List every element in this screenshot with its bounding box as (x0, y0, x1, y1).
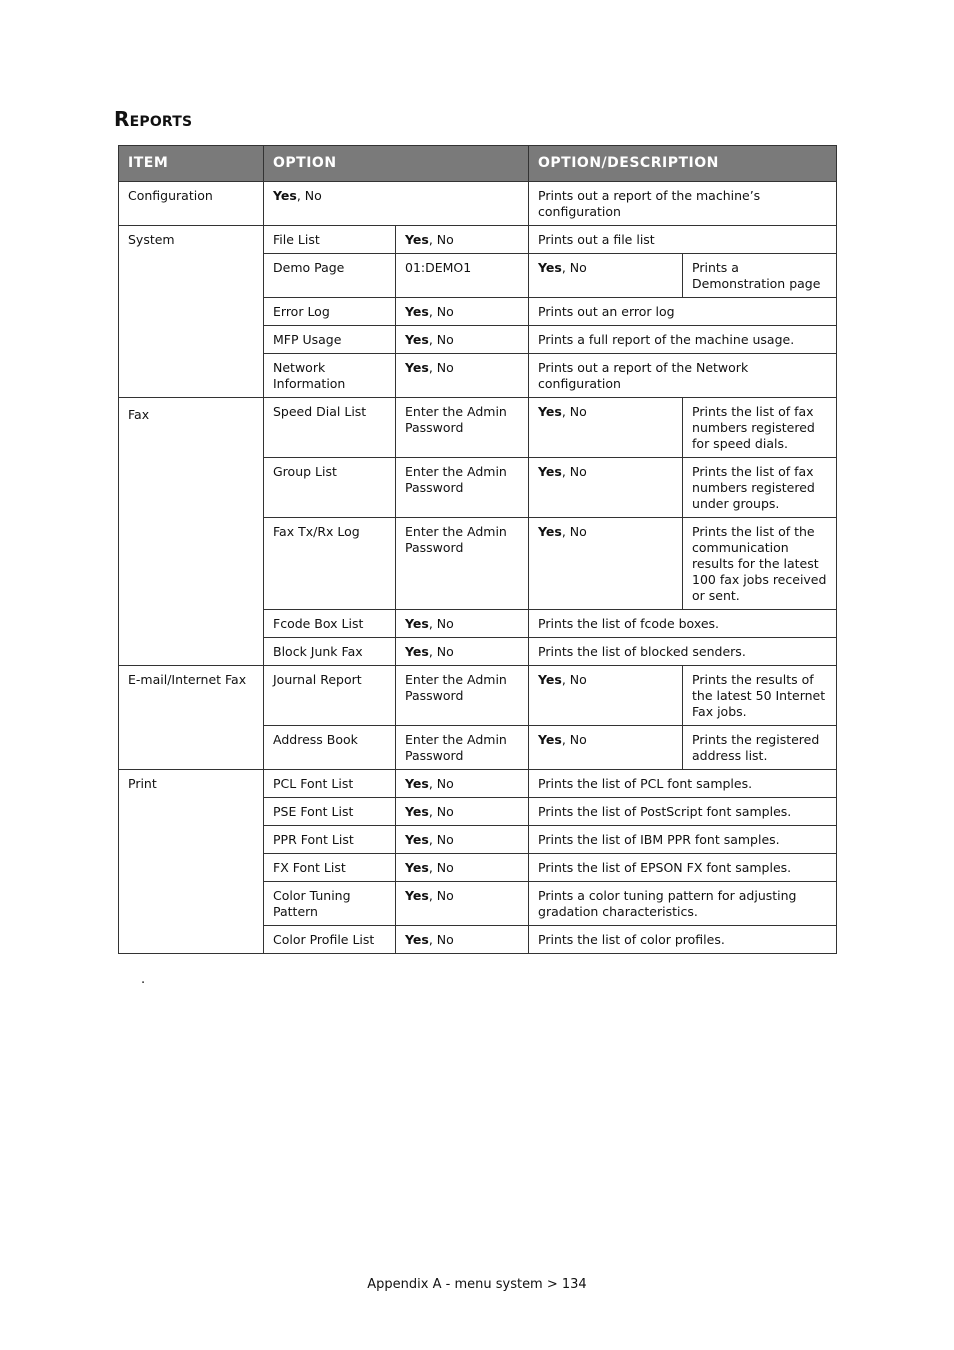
yes-no-cell: Yes, No (529, 254, 683, 298)
yes-no-cell: Yes, No (529, 518, 683, 610)
yes-default: Yes (538, 260, 562, 275)
yes-default: Yes (405, 776, 429, 791)
description-cell: Prints the list of EPSON FX font samples. (529, 854, 837, 882)
item-cell: Fax (119, 398, 264, 666)
header-option-description: OPTION/DESCRIPTION (529, 146, 837, 182)
option-cell: MFP Usage (264, 326, 396, 354)
description-cell: Prints the results of the latest 50 Internet Fax jobs. (683, 666, 837, 726)
description-cell: Prints the list of blocked senders. (529, 638, 837, 666)
option-cell: Address Book (264, 726, 396, 770)
description-cell: Prints the list of the communication results for the latest 100 fax jobs received or sent. (683, 518, 837, 610)
yes-default: Yes (538, 464, 562, 479)
header-row (119, 146, 837, 182)
description-cell: Prints the list of PCL font samples. (529, 770, 837, 798)
option-cell: Demo Page (264, 254, 396, 298)
table-row (119, 770, 837, 798)
yes-no-cell: Yes, No (264, 182, 529, 226)
yes-no-cell: Yes, No (396, 298, 529, 326)
item-cell: Print (119, 770, 264, 954)
option-cell: PPR Font List (264, 826, 396, 854)
password-cell: Enter the Admin Password (396, 726, 529, 770)
description-cell: Prints the registered address list. (683, 726, 837, 770)
table-row (119, 182, 837, 226)
table-row (119, 398, 837, 458)
yes-default: Yes (405, 804, 429, 819)
yes-default: Yes (405, 832, 429, 847)
description-cell: Prints out a report of the machine’s configuration (529, 182, 837, 226)
option-cell: Block Junk Fax (264, 638, 396, 666)
description-cell: Prints out a report of the Network configuration (529, 354, 837, 398)
yes-default: Yes (538, 672, 562, 687)
yes-no-cell: Yes, No (529, 726, 683, 770)
option-cell: PCL Font List (264, 770, 396, 798)
table-row (119, 666, 837, 726)
yes-no-cell: Yes, No (396, 798, 529, 826)
description-cell: Prints a color tuning pattern for adjusting gradation characteristics. (529, 882, 837, 926)
yes-no-cell: Yes, No (396, 610, 529, 638)
yes-default: Yes (405, 332, 429, 347)
yes-no-cell: Yes, No (396, 226, 529, 254)
yes-no-cell: Yes, No (396, 770, 529, 798)
description-cell: Prints the list of fcode boxes. (529, 610, 837, 638)
description-cell: Prints the list of color profiles. (529, 926, 837, 954)
reports-table (118, 145, 837, 954)
description-cell: Prints out an error log (529, 298, 837, 326)
yes-default: Yes (405, 616, 429, 631)
yes-no-cell: Yes, No (396, 882, 529, 926)
header-option: OPTION (264, 146, 529, 182)
option-cell: File List (264, 226, 396, 254)
yes-no-cell: Yes, No (396, 326, 529, 354)
yes-default: Yes (405, 304, 429, 319)
header-item: ITEM (119, 146, 264, 182)
option-cell: Network Information (264, 354, 396, 398)
option-cell: FX Font List (264, 854, 396, 882)
yes-no-cell: Yes, No (396, 926, 529, 954)
description-cell: Prints out a file list (529, 226, 837, 254)
trailing-mark: . (141, 972, 146, 987)
password-cell: Enter the Admin Password (396, 458, 529, 518)
option-cell: Error Log (264, 298, 396, 326)
password-cell: Enter the Admin Password (396, 518, 529, 610)
yes-default: Yes (405, 360, 429, 375)
yes-default: Yes (405, 888, 429, 903)
password-cell: Enter the Admin Password (396, 666, 529, 726)
description-cell: Prints a full report of the machine usage. (529, 326, 837, 354)
option-cell: Speed Dial List (264, 398, 396, 458)
item-cell: E-mail/Internet Fax (119, 666, 264, 770)
option-cell: Fax Tx/Rx Log (264, 518, 396, 610)
yes-no-cell: Yes, No (529, 666, 683, 726)
yes-no-cell: Yes, No (396, 854, 529, 882)
option-cell: Journal Report (264, 666, 396, 726)
yes-default: Yes (273, 188, 297, 203)
page-footer: Appendix A - menu system > 134 (367, 1277, 587, 1292)
yes-default: Yes (405, 232, 429, 247)
section-heading: Reports (114, 107, 193, 131)
yes-default: Yes (538, 404, 562, 419)
yes-no-cell: Yes, No (396, 638, 529, 666)
description-cell: Prints the list of fax numbers registered under groups. (683, 458, 837, 518)
item-cell: Configuration (119, 182, 264, 226)
option-cell: PSE Font List (264, 798, 396, 826)
option-cell: Color Profile List (264, 926, 396, 954)
description-cell: Prints a Demonstration page (683, 254, 837, 298)
option-cell: Group List (264, 458, 396, 518)
yes-default: Yes (538, 732, 562, 747)
option-cell: Color Tuning Pattern (264, 882, 396, 926)
yes-default: Yes (405, 644, 429, 659)
yes-no-cell: Yes, No (396, 826, 529, 854)
description-cell: Prints the list of IBM PPR font samples. (529, 826, 837, 854)
description-cell: Prints the list of PostScript font samples. (529, 798, 837, 826)
yes-no-cell: Yes, No (529, 398, 683, 458)
yes-default: Yes (538, 524, 562, 539)
yes-no-cell: Yes, No (529, 458, 683, 518)
value-cell: 01:DEMO1 (396, 254, 529, 298)
option-cell: Fcode Box List (264, 610, 396, 638)
password-cell: Enter the Admin Password (396, 398, 529, 458)
item-cell: System (119, 226, 264, 398)
description-cell: Prints the list of fax numbers registered for speed dials. (683, 398, 837, 458)
yes-no-cell: Yes, No (396, 354, 529, 398)
table-row (119, 226, 837, 254)
yes-default: Yes (405, 932, 429, 947)
yes-default: Yes (405, 860, 429, 875)
